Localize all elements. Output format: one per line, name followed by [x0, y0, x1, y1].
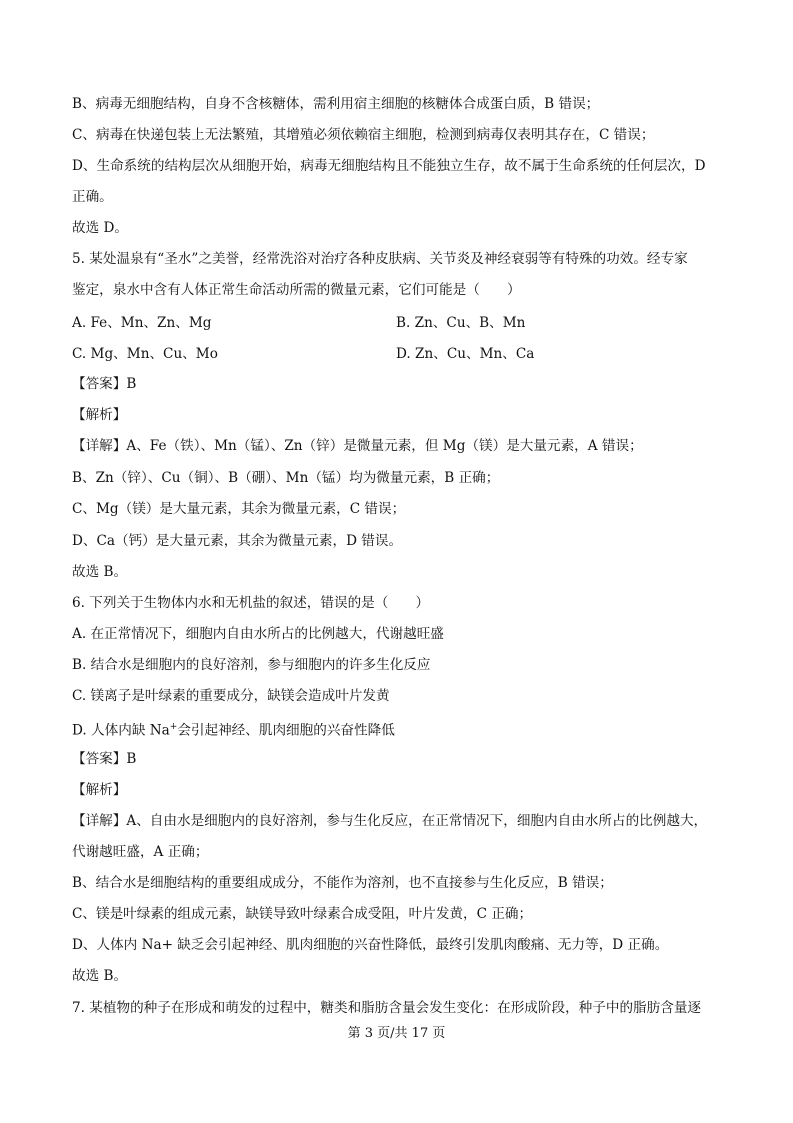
q6-conclusion: 故选 B。	[72, 968, 128, 984]
q4-option-c-explanation: C、病毒在快递包装上无法繁殖，其增殖必须依赖宿主细胞，检测到病毒仅表明其存在，C 错误；	[72, 127, 655, 143]
page-number-footer: 第 3 页/共 17 页	[347, 1026, 446, 1041]
q5-option-d: D. Zn、Cu、Mn、Ca	[396, 346, 535, 362]
q5-option-a: A. Fe、Mn、Zn、Mg	[72, 315, 212, 331]
q7-stem: 7. 某植物的种子在形成和萌发的过程中，糖类和脂肪含量会发生变化：在形成阶段，种子中的脂肪含量逐	[72, 1000, 702, 1016]
q6-option-d-explanation: D、人体内 Na+ 缺乏会引起神经、肌肉细胞的兴奋性降低，最终引发肌肉酸痛、无力等，D 正确。	[72, 937, 669, 953]
q5-option-c-explanation: C、Mg（镁）是大量元素，其余为微量元素，C 错误；	[72, 501, 406, 517]
q5-stem: 5. 某处温泉有“圣水”之美誉，经常洗浴对治疗各种皮肤病、关节炎及神经衰弱等有特殊的功效。经专家	[72, 251, 688, 267]
q5-stem-cont: 鉴定，泉水中含有人体正常生命活动所需的微量元素，它们可能是（ ）	[72, 282, 521, 298]
q6-answer: 【答案】B	[72, 751, 137, 767]
q6-option-b-explanation: B、结合水是细胞结构的重要组成成分，不能作为溶剂，也不直接参与生化反应，B 错误；	[72, 875, 613, 891]
q6-option-d-text: D. 人体内缺 Na	[72, 722, 170, 739]
q6-option-c: C. 镁离子是叶绿素的重要成分，缺镁会造成叶片发黄	[72, 688, 390, 704]
q5-conclusion: 故选 B。	[72, 564, 128, 580]
q6-option-d-text-cont: 会引起神经、肌肉细胞的兴奋性降低	[177, 722, 395, 739]
q6-stem: 6. 下列关于生物体内水和无机盐的叙述，错误的是（ ）	[72, 595, 430, 611]
q5-option-b: B. Zn、Cu、B、Mn	[396, 315, 526, 331]
q6-option-c-explanation: C、镁是叶绿素的组成元素，缺镁导致叶绿素合成受阻，叶片发黄，C 正确；	[72, 906, 533, 922]
q6-option-d	[72, 718, 395, 740]
q5-option-b-explanation: B、Zn（锌）、Cu（铜）、B（硼）、Mn（锰）均为微量元素，B 正确；	[72, 470, 500, 486]
q6-option-b: B. 结合水是细胞内的良好溶剂，参与细胞内的许多生化反应	[72, 657, 431, 673]
q6-detail: 【详解】A、自由水是细胞内的良好溶剂，参与生化反应，在正常情况下，细胞内自由水所占的比例越大，	[72, 813, 708, 829]
q4-option-b-explanation: B、病毒无细胞结构，自身不含核糖体，需利用宿主细胞的核糖体合成蛋白质，B 错误；	[72, 96, 600, 112]
q5-detail: 【详解】A、Fe（铁）、Mn（锰）、Zn（锌）是微量元素，但 Mg（镁）是大量元素，A 错误；	[72, 438, 643, 454]
q5-analysis-heading: 【解析】	[72, 407, 127, 423]
q5-option-d-explanation: D、Ca（钙）是大量元素，其余为微量元素，D 错误。	[72, 533, 403, 549]
q4-conclusion: 故选 D。	[72, 220, 129, 236]
q6-detail-cont: 代谢越旺盛，A 正确；	[72, 844, 209, 860]
q6-analysis-heading: 【解析】	[72, 782, 127, 798]
q4-option-d-explanation: D、生命系统的结构层次从细胞开始，病毒无细胞结构且不能独立生存，故不属于生命系统的任何层次，D	[72, 158, 706, 174]
q5-answer: 【答案】B	[72, 376, 137, 392]
q6-option-a: A. 在正常情况下，细胞内自由水所占的比例越大，代谢越旺盛	[72, 626, 444, 642]
q6-option-d-superscript: +	[169, 722, 178, 732]
q5-option-c: C. Mg、Mn、Cu、Mo	[72, 346, 218, 362]
q4-option-d-explanation-cont: 正确。	[72, 189, 113, 205]
